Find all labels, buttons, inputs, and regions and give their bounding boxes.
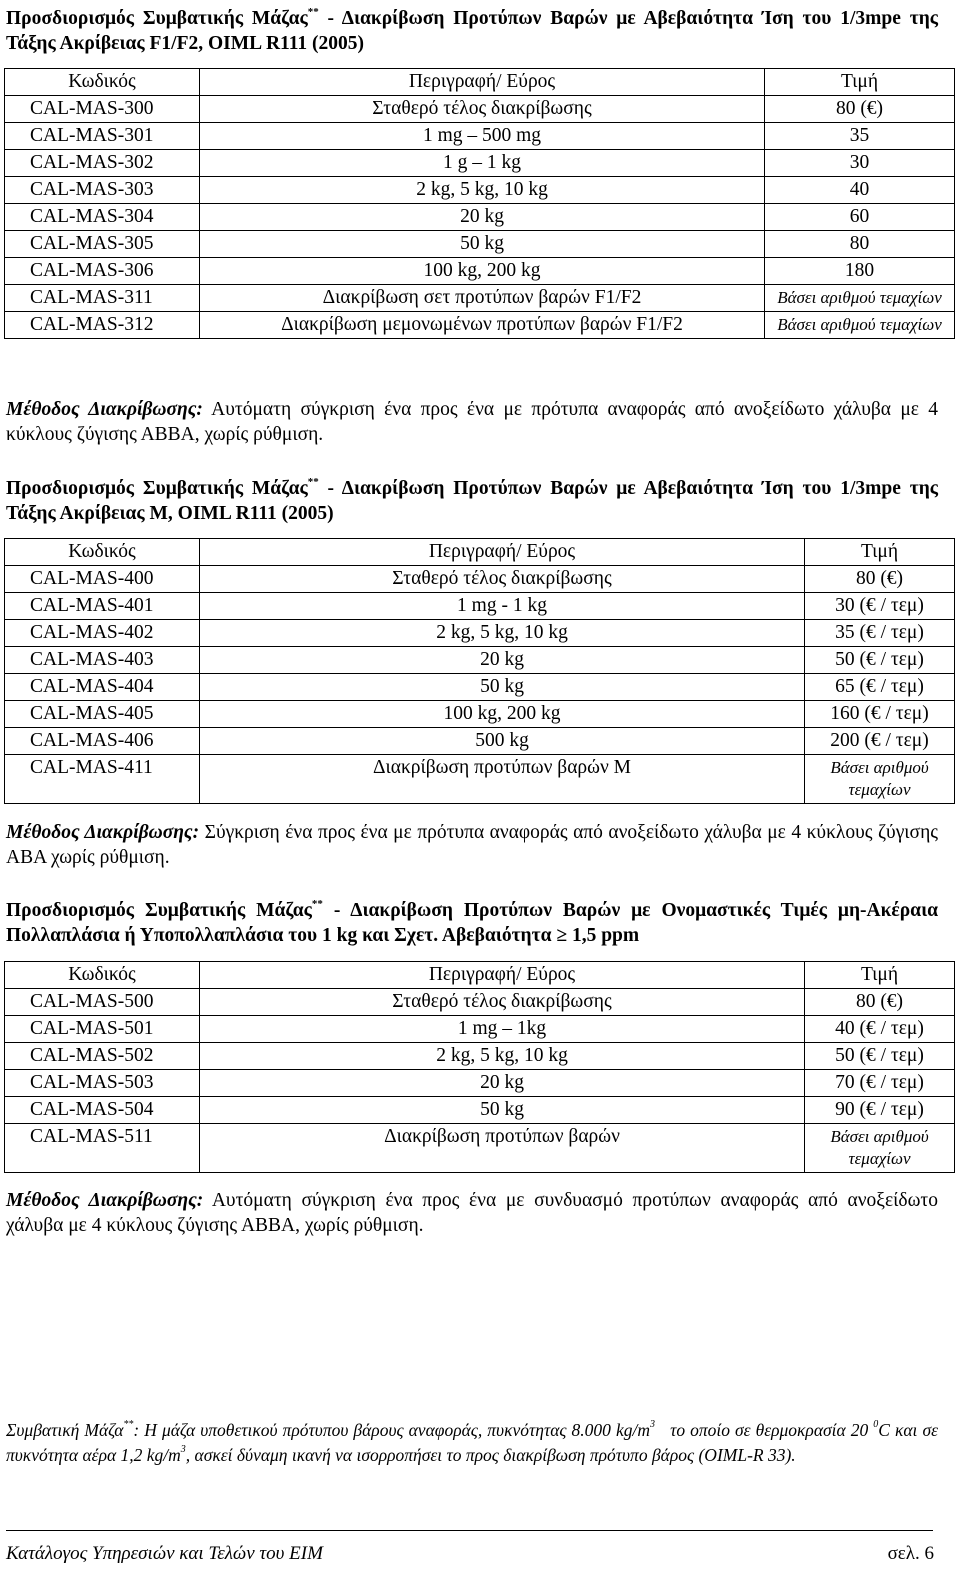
cell-code: CAL-MAS-401 xyxy=(5,593,200,620)
table-row xyxy=(5,674,955,701)
cell-price: 180 xyxy=(765,258,955,285)
cell-description: 100 kg, 200 kg xyxy=(200,258,765,285)
method-note-1: Μέθοδος Διακρίβωσης: Αυτόματη σύγκριση ένα προς ένα με πρότυπα αναφοράς από ανοξείδωτο χάλυβα με 4 κύκλους ζύγισης ΑΒΒΑ, χωρίς ρύθμιση. xyxy=(6,399,939,445)
table-row xyxy=(5,566,955,593)
table-row xyxy=(5,755,955,804)
table-header-row xyxy=(5,69,955,96)
cell-code: CAL-MAS-411 xyxy=(5,755,200,804)
cell-price: 80 (€) xyxy=(805,566,955,593)
rates-table-2 xyxy=(4,538,955,804)
cell-code: CAL-MAS-405 xyxy=(5,701,200,728)
cell-price: 30 (€ / τεμ) xyxy=(805,593,955,620)
cell-code: CAL-MAS-500 xyxy=(5,989,200,1016)
cell-description: 1 mg - 1 kg xyxy=(200,593,805,620)
cell-price: 40 xyxy=(765,177,955,204)
cell-description: 2 kg, 5 kg, 10 kg xyxy=(200,1043,805,1070)
header-code: Κωδικός xyxy=(5,69,200,96)
cell-price: 90 (€ / τεμ) xyxy=(805,1097,955,1124)
table-row xyxy=(5,312,955,339)
cell-description: Σταθερό τέλος διακρίβωσης xyxy=(200,566,805,593)
table-row xyxy=(5,620,955,647)
cell-code: CAL-MAS-311 xyxy=(5,285,200,312)
rates-table-3 xyxy=(4,961,955,1173)
cell-code: CAL-MAS-304 xyxy=(5,204,200,231)
cell-price: 80 (€) xyxy=(805,989,955,1016)
cell-code: CAL-MAS-501 xyxy=(5,1016,200,1043)
table-row xyxy=(5,1124,955,1173)
table-row xyxy=(5,1070,955,1097)
cell-price: 50 (€ / τεμ) xyxy=(805,647,955,674)
table-row xyxy=(5,177,955,204)
cell-description: Διακρίβωση σετ προτύπων βαρών F1/F2 xyxy=(200,285,765,312)
table-header-row xyxy=(5,962,955,989)
method-note-2: Μέθοδος Διακρίβωσης: Σύγκριση ένα προς ένα με πρότυπα αναφοράς από ανοξείδωτο χάλυβα με 4 κύκλους ζύγισης ΑΒΑ χωρίς ρύθμιση. xyxy=(6,822,938,868)
page-number: σελ. 6 xyxy=(887,1543,934,1564)
table-row xyxy=(5,989,955,1016)
header-price: Τιμή xyxy=(765,69,955,96)
table-row xyxy=(5,1043,955,1070)
header-code: Κωδικός xyxy=(5,962,200,989)
cell-code: CAL-MAS-301 xyxy=(5,123,200,150)
cell-description: 2 kg, 5 kg, 10 kg xyxy=(200,620,805,647)
cell-price: Βάσει αριθμού τεμαχίων xyxy=(805,755,955,804)
cell-code: CAL-MAS-511 xyxy=(5,1124,200,1173)
cell-price: 65 (€ / τεμ) xyxy=(805,674,955,701)
cell-price: 30 xyxy=(765,150,955,177)
cell-price: 40 (€ / τεμ) xyxy=(805,1016,955,1043)
table-row xyxy=(5,204,955,231)
cell-price: Βάσει αριθμού τεμαχίων xyxy=(805,1124,955,1173)
cell-price: 160 (€ / τεμ) xyxy=(805,701,955,728)
footer-rule xyxy=(6,1530,933,1531)
table-row xyxy=(5,258,955,285)
table-header-row xyxy=(5,539,955,566)
cell-description: 50 kg xyxy=(200,674,805,701)
cell-code: CAL-MAS-402 xyxy=(5,620,200,647)
cell-description: Διακρίβωση προτύπων βαρών xyxy=(200,1124,805,1173)
cell-description: 1 g – 1 kg xyxy=(200,150,765,177)
cell-price: 200 (€ / τεμ) xyxy=(805,728,955,755)
cell-description: 20 kg xyxy=(200,647,805,674)
cell-price: 80 xyxy=(765,231,955,258)
cell-price: 60 xyxy=(765,204,955,231)
header-price: Τιμή xyxy=(805,539,955,566)
cell-description: 20 kg xyxy=(200,204,765,231)
cell-code: CAL-MAS-504 xyxy=(5,1097,200,1124)
cell-description: 50 kg xyxy=(200,1097,805,1124)
header-price: Τιμή xyxy=(805,962,955,989)
cell-code: CAL-MAS-406 xyxy=(5,728,200,755)
cell-code: CAL-MAS-302 xyxy=(5,150,200,177)
cell-description: 500 kg xyxy=(200,728,805,755)
table-row xyxy=(5,1097,955,1124)
cell-price: 50 (€ / τεμ) xyxy=(805,1043,955,1070)
cell-description: 1 mg – 1kg xyxy=(200,1016,805,1043)
cell-description: Σταθερό τέλος διακρίβωσης xyxy=(200,96,765,123)
cell-price: 35 (€ / τεμ) xyxy=(805,620,955,647)
cell-description: 100 kg, 200 kg xyxy=(200,701,805,728)
cell-code: CAL-MAS-502 xyxy=(5,1043,200,1070)
cell-code: CAL-MAS-312 xyxy=(5,312,200,339)
cell-description: Σταθερό τέλος διακρίβωσης xyxy=(200,989,805,1016)
cell-description: 50 kg xyxy=(200,231,765,258)
cell-price: 80 (€) xyxy=(765,96,955,123)
footer-catalog-title: Κατάλογος Υπηρεσιών και Τελών του ΕΙΜ xyxy=(6,1543,323,1564)
header-description: Περιγραφή/ Εύρος xyxy=(200,69,765,96)
rates-table-1 xyxy=(4,68,955,339)
header-description: Περιγραφή/ Εύρος xyxy=(200,539,805,566)
section-2-heading: Προσδιορισμός Συμβατικής Μάζας** - Διακρίβωση Προτύπων Βαρών με Αβεβαιότητα Ίση του 1/3mpe της Τάξης Ακρίβειας M, OIML R111 (2005) xyxy=(6,475,938,524)
cell-price: Βάσει αριθμού τεμαχίων xyxy=(765,285,955,312)
table-row xyxy=(5,231,955,258)
cell-code: CAL-MAS-400 xyxy=(5,566,200,593)
section-3-heading: Προσδιορισμός Συμβατικής Μάζας** - Διακρίβωση Προτύπων Βαρών με Ονομαστικές Τιμές μη-Ακέραια Πολλαπλάσια ή Υποπολλαπλάσια του 1 kg και Σχετ. Αβεβαιότητα ≥ 1,5 ppm xyxy=(6,897,938,946)
cell-code: CAL-MAS-305 xyxy=(5,231,200,258)
cell-code: CAL-MAS-300 xyxy=(5,96,200,123)
table-row xyxy=(5,1016,955,1043)
header-description: Περιγραφή/ Εύρος xyxy=(200,962,805,989)
table-row xyxy=(5,701,955,728)
table-row xyxy=(5,728,955,755)
section-1-heading: Προσδιορισμός Συμβατικής Μάζας** - Διακρίβωση Προτύπων Βαρών με Αβεβαιότητα Ίση του 1/3mpe της Τάξης Ακρίβειας F1/F2, OIML R111 (2005) xyxy=(6,5,938,54)
cell-description: 20 kg xyxy=(200,1070,805,1097)
header-code: Κωδικός xyxy=(5,539,200,566)
table-row xyxy=(5,285,955,312)
cell-code: CAL-MAS-303 xyxy=(5,177,200,204)
table-row xyxy=(5,96,955,123)
cell-code: CAL-MAS-404 xyxy=(5,674,200,701)
cell-code: CAL-MAS-403 xyxy=(5,647,200,674)
cell-price: 35 xyxy=(765,123,955,150)
cell-code: CAL-MAS-503 xyxy=(5,1070,200,1097)
table-row xyxy=(5,593,955,620)
cell-price: 70 (€ / τεμ) xyxy=(805,1070,955,1097)
cell-description: 1 mg – 500 mg xyxy=(200,123,765,150)
table-row xyxy=(5,647,955,674)
cell-description: Διακρίβωση μεμονωμένων προτύπων βαρών F1/F2 xyxy=(200,312,765,339)
cell-description: 2 kg, 5 kg, 10 kg xyxy=(200,177,765,204)
footnote: Συμβατική Μάζα**: Η μάζα υποθετικού πρότυπου βάρους αναφοράς, πυκνότητας 8.000 $kg/m^3$ το οποίο σε θερμοκρασία 20 $^0$C και σε πυκνότητα αέρα 1,2 $kg/m^3$, ασκεί δύναμη ικανή να ισορροπήσει το προς διακρίβωση πρότυπο βάρος (OIML-R 33). xyxy=(6,1419,938,1465)
cell-price: Βάσει αριθμού τεμαχίων xyxy=(765,312,955,339)
table-row xyxy=(5,123,955,150)
cell-code: CAL-MAS-306 xyxy=(5,258,200,285)
table-row xyxy=(5,150,955,177)
cell-description: Διακρίβωση προτύπων βαρών M xyxy=(200,755,805,804)
method-note-3: Μέθοδος Διακρίβωσης: Αυτόματη σύγκριση ένα προς ένα με συνδυασμό προτύπων αναφοράς από ανοξείδωτο χάλυβα με 4 κύκλους ζύγισης ΑΒΒΑ, χωρίς ρύθμιση. xyxy=(6,1190,938,1236)
